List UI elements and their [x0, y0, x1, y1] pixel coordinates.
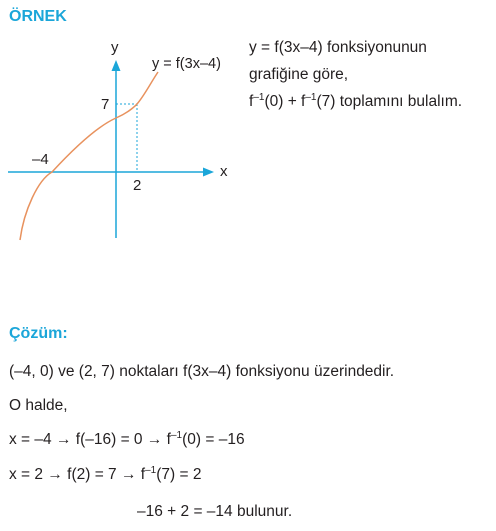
solution-line-3: [9, 430, 245, 450]
example-heading: ÖRNEK: [9, 8, 67, 25]
solution-line-5: –16 + 2 = –14 bulunur.: [137, 503, 293, 520]
question-line-3: [249, 92, 462, 112]
s4-part2: (7) = 2: [156, 466, 202, 483]
tick-label-x-neg4: –4: [32, 151, 49, 168]
y-axis-label: y: [111, 39, 119, 56]
x-axis-label: x: [220, 163, 228, 180]
s3-part2: (0) = –16: [182, 431, 245, 448]
solution-line-1: (–4, 0) ve (2, 7) noktaları f(3x–4) fonksiyonu üzerindedir.: [9, 363, 395, 380]
solution-heading: Çözüm:: [9, 325, 68, 342]
s4-sup: –1: [145, 465, 157, 476]
s4-part1: x = 2 → f(2) = 7 → f: [9, 466, 146, 483]
curve-label: y = f(3x–4): [152, 56, 221, 72]
q3-part1: f: [249, 93, 254, 110]
function-graph: [0, 0, 240, 250]
solution-line-4: [9, 465, 201, 485]
q3-part3: (7) toplamını bulalım.: [316, 93, 463, 110]
y-axis-arrow-icon: [112, 60, 121, 71]
x-axis-arrow-icon: [203, 168, 214, 177]
q3-sup2: –1: [305, 92, 317, 103]
question-line-2: grafiğine göre,: [249, 66, 349, 83]
solution-line-2: O halde,: [9, 397, 68, 414]
s3-part1: x = –4 → f(–16) = 0 → f: [9, 431, 171, 448]
q3-part2: (0) + f: [264, 93, 306, 110]
q3-sup1: –1: [253, 92, 265, 103]
question-line-1: y = f(3x–4) fonksiyonunun: [249, 39, 427, 56]
tick-label-x-2: 2: [133, 177, 142, 194]
s3-sup: –1: [170, 430, 183, 441]
tick-label-y-7: 7: [101, 96, 110, 113]
